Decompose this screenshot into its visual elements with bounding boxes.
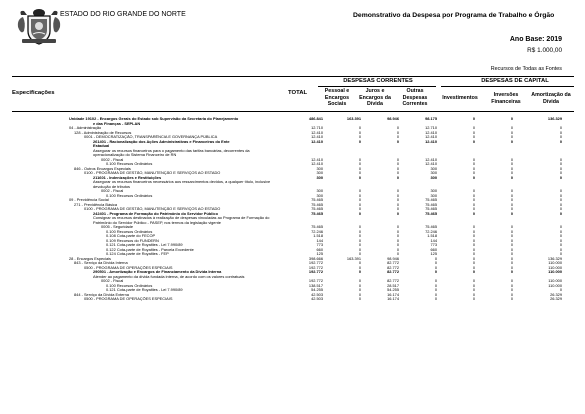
row-value: 0 xyxy=(396,129,399,135)
row-value: 110.000 xyxy=(548,278,562,283)
row-value: 12.410 xyxy=(425,161,437,166)
row-label: 0.100 Recursos Ordinários xyxy=(106,283,153,288)
row-value: 144 xyxy=(430,237,437,243)
row-value: 0 xyxy=(510,242,513,247)
row-value: 0 xyxy=(358,264,361,270)
row-label: 271 - Previdência Básica xyxy=(74,202,118,207)
row-value: 0 xyxy=(472,287,475,292)
row-value: 0 xyxy=(510,228,513,234)
row-value: 300 xyxy=(430,188,437,193)
row-value: 0 xyxy=(510,192,513,198)
row-value: 0 xyxy=(559,138,562,144)
row-value: 82.772 xyxy=(387,260,399,265)
row-value: 0 xyxy=(472,129,475,135)
row-value: 0 xyxy=(472,138,475,144)
row-value: 0 xyxy=(559,206,562,211)
row-value: 0 xyxy=(396,206,399,211)
row-value: 0 xyxy=(510,165,513,171)
row-value: 0 xyxy=(472,201,475,207)
row-value: 0 xyxy=(396,188,399,193)
row-value: 300 xyxy=(430,174,437,180)
row-value: 192.772 xyxy=(308,278,323,283)
row-label: 0001 - DEMOCRATIZAÇÃO, TRANSPARÊNCIA E GOVERNANÇA PÚBLICA xyxy=(84,135,218,139)
row-value: 0 xyxy=(559,228,562,234)
row-value: 136.329 xyxy=(547,116,562,121)
row-label: 0002 - Fiscal xyxy=(101,189,124,193)
row-label: 261401 - Racionalização dos Ações Administrativas e Financeiras do Ente xyxy=(93,139,230,144)
row-value: 0 xyxy=(358,129,361,135)
row-value: 0 xyxy=(510,129,513,135)
row-value: 16.174 xyxy=(387,291,399,297)
row-value: 0 xyxy=(396,174,399,180)
row-label: 0002 - Fiscal xyxy=(101,157,124,162)
row-value: 0 xyxy=(358,161,361,166)
col-pessoal: Pessoal e Encargos Sociais xyxy=(324,88,350,107)
row-value: 0 xyxy=(559,237,562,243)
row-value: 0 xyxy=(472,170,475,175)
row-label: devolução de tributos xyxy=(93,184,130,189)
row-label: 0500 - PROGRAMA DE OPERAÇÕES ESPECIAIS xyxy=(84,265,173,270)
row-value: 0 xyxy=(559,170,562,175)
row-value: 0 xyxy=(559,125,562,130)
row-value: 110.000 xyxy=(548,269,562,274)
row-label: Atender ao pagamento da dívida fundada interna, de acordo com os valores contratuais xyxy=(93,274,245,279)
row-value: 98.946 xyxy=(387,116,399,121)
row-value: 0 xyxy=(559,287,562,292)
row-value: 0 xyxy=(472,291,475,297)
row-value: 0 xyxy=(510,174,513,180)
row-value: 110.000 xyxy=(548,264,562,270)
row-value: 0 xyxy=(396,138,399,144)
row-value: 163.391 xyxy=(346,255,361,261)
col-amortizacao: Amortização da Dívida xyxy=(531,92,571,105)
row-value: 0 xyxy=(510,251,513,256)
row-value: 0 xyxy=(358,269,361,274)
row-value: 0 xyxy=(358,237,361,243)
group-despesas-capital: DESPESAS DE CAPITAL xyxy=(481,78,549,84)
row-label: Estadual xyxy=(93,144,110,148)
row-label: 242401 - Programa de Formação do Patrimônio do Servidor Público xyxy=(93,211,218,216)
row-label: 0005 - Seguridade xyxy=(101,225,134,229)
row-value: 0 xyxy=(396,161,399,166)
row-value: 12.410 xyxy=(311,161,323,166)
row-value: 0 xyxy=(358,251,361,256)
row-value: 0 xyxy=(358,282,361,288)
row-value: 0 xyxy=(472,174,475,180)
row-value: 0 xyxy=(472,264,475,270)
row-value: 0 xyxy=(472,134,475,139)
row-value: 26.329 xyxy=(550,291,562,297)
header-bottom-rule xyxy=(12,111,574,112)
row-value: 0 xyxy=(434,282,437,288)
row-value: 0 xyxy=(510,246,513,252)
row-value: 0 xyxy=(472,255,475,261)
row-value: 12.410 xyxy=(311,134,323,139)
row-value: 110.000 xyxy=(548,260,562,265)
row-value: 0 xyxy=(510,264,513,270)
row-value: 192.772 xyxy=(308,260,323,265)
row-value: 0 xyxy=(472,197,475,202)
row-value: 75.465 xyxy=(311,224,323,229)
especificacoes-header: Especificações xyxy=(12,90,55,96)
row-value: 0 xyxy=(510,237,513,243)
row-value: 136.329 xyxy=(547,255,562,261)
row-value: 773 xyxy=(316,242,323,247)
group-despesas-correntes: DESPESAS CORRENTES xyxy=(343,78,413,84)
row-label: 04 - Administração xyxy=(69,126,102,130)
row-value: 300 xyxy=(430,165,437,171)
report-title: Demonstrativo da Despesa por Programa de Trabalho e Órgão xyxy=(353,12,555,19)
row-label: 28 - Encargos Especiais xyxy=(69,256,111,261)
row-value: 125 xyxy=(430,251,437,256)
row-label: 0.109 Recursos do FUNDERN xyxy=(106,238,159,243)
row-value: 12.410 xyxy=(425,138,437,144)
row-value: 0 xyxy=(472,269,475,274)
row-value: 0 xyxy=(472,206,475,211)
row-value: 0 xyxy=(472,260,475,265)
row-value: 300 xyxy=(430,170,437,175)
row-value: 0 xyxy=(396,228,399,234)
row-label: 0.122 Cota-parte de Royalties - Parcela Excedente xyxy=(106,247,194,252)
row-value: 0 xyxy=(472,192,475,198)
row-value: 72.246 xyxy=(425,228,437,234)
col-outras: Outras Despesas Correntes xyxy=(402,88,428,107)
row-value: 0 xyxy=(396,237,399,243)
row-value: 300 xyxy=(316,188,323,193)
row-value: 0 xyxy=(559,224,562,229)
row-label: 0.124 Cota-parte de Royalties - FEP xyxy=(106,252,169,256)
row-label: Unidade 19102 - Encargos Gerais do Estado sob Supervisão da Secretaria do Planejamento xyxy=(69,117,239,121)
row-value: 75.465 xyxy=(425,206,437,211)
col-inversoes: Inversões Financeiras xyxy=(491,92,521,105)
row-value: 144 xyxy=(316,237,323,243)
row-value: 0 xyxy=(358,210,361,216)
row-value: 0 xyxy=(472,125,475,130)
row-label: 290501 - Amortização e Encargos de Financiamento da Dívida Interna xyxy=(93,270,222,274)
row-value: 0 xyxy=(358,224,361,229)
row-value: 660 xyxy=(316,246,323,252)
row-value: 0 xyxy=(396,170,399,175)
row-value: 0 xyxy=(358,156,361,162)
row-label: Assegurar os recursos financeiros necessários aos ressarcimentos devidos, a qualquer título, inclusive xyxy=(93,180,271,184)
row-value: 0 xyxy=(559,188,562,193)
row-value: 0 xyxy=(358,192,361,198)
row-value: 0 xyxy=(472,296,475,301)
row-label: 09 - Previdência Social xyxy=(69,198,109,202)
col-investimentos: Investimentos xyxy=(442,95,478,101)
row-value: 42.503 xyxy=(311,296,323,301)
row-value: 75.465 xyxy=(311,197,323,202)
row-value: 12.410 xyxy=(425,129,437,135)
row-value: 0 xyxy=(472,210,475,216)
row-value: 0 xyxy=(510,116,513,121)
group-correntes-rule xyxy=(318,86,436,87)
row-label: 844 - Serviço da Dívida Externa xyxy=(74,292,129,297)
row-value: 0 xyxy=(396,251,399,256)
row-value: 0 xyxy=(396,233,399,238)
row-value: 0 xyxy=(472,228,475,234)
row-value: 0 xyxy=(358,296,361,301)
row-value: 0 xyxy=(396,125,399,130)
row-value: 0 xyxy=(510,125,513,130)
row-label: e das Finanças - SEPLAN xyxy=(93,121,141,126)
row-label: 211601 - Indenizações e Restituições xyxy=(93,175,162,180)
row-value: 0 xyxy=(559,251,562,256)
row-value: 0 xyxy=(472,237,475,243)
row-label: 0002 - Fiscal xyxy=(101,279,124,283)
budget-table-body xyxy=(0,117,585,302)
row-label: 846 - Outros Encargos Especiais xyxy=(74,166,131,171)
row-label: Consignar os recursos destinados à realização de despesas vinculadas ao Programa de Formação do xyxy=(93,216,270,220)
row-value: 0 xyxy=(472,233,475,238)
row-value: 1.518 xyxy=(313,233,323,238)
row-value: 0 xyxy=(434,255,437,261)
currency-unit: R$ 1.000,00 xyxy=(527,47,562,54)
row-value: 486.841 xyxy=(308,116,323,121)
row-value: 0 xyxy=(510,134,513,139)
row-label: 843 - Serviço da Dívida Interna xyxy=(74,261,128,265)
row-value: 0 xyxy=(510,188,513,193)
row-value: 82.772 xyxy=(387,278,399,283)
row-value: 82.772 xyxy=(387,264,399,270)
col-juros: Juros e Encargos da Dívida xyxy=(359,88,391,107)
row-label: 0100 - PROGRAMA DE GESTÃO, MANUTENÇÃO E SERVIÇOS AO ESTADO xyxy=(84,171,221,175)
row-value: 75.465 xyxy=(311,210,323,216)
row-value: 0 xyxy=(358,278,361,283)
row-value: 0 xyxy=(510,269,513,274)
row-value: 0 xyxy=(358,201,361,207)
row-value: 75.465 xyxy=(425,224,437,229)
row-value: 300 xyxy=(316,170,323,175)
row-value: 75.465 xyxy=(425,201,437,207)
resource-source-note: Recursos de Todas as Fontes xyxy=(490,66,562,72)
row-value: 0 xyxy=(472,188,475,193)
row-value: 0 xyxy=(510,278,513,283)
row-label: Assegurar os recursos financeiros para o pagamento das tarifas bancárias, decorrentes da xyxy=(93,148,250,153)
row-value: 0 xyxy=(396,156,399,162)
row-value: 0 xyxy=(510,138,513,144)
row-value: 0 xyxy=(559,134,562,139)
row-label: 0.100 Recursos Ordinários xyxy=(106,193,153,198)
row-label: 0.100 Recursos Ordinários xyxy=(106,162,153,166)
row-value: 300 xyxy=(316,174,323,180)
row-value: 110.000 xyxy=(548,282,562,288)
state-crest-icon xyxy=(17,7,61,46)
row-value: 26.329 xyxy=(550,296,562,301)
row-value: 0 xyxy=(358,174,361,180)
row-value: 0 xyxy=(559,242,562,247)
row-value: 42.503 xyxy=(311,291,323,297)
row-value: 75.465 xyxy=(425,210,437,216)
row-label: operacionalização do Sistema Financeiro de RN xyxy=(93,153,177,157)
row-value: 398.666 xyxy=(308,255,323,261)
row-value: 0 xyxy=(559,201,562,207)
row-value: 0 xyxy=(510,156,513,162)
row-value: 12.410 xyxy=(311,138,323,144)
row-value: 0 xyxy=(358,165,361,171)
row-value: 0 xyxy=(472,282,475,288)
row-value: 1.518 xyxy=(427,233,437,238)
row-value: 72.246 xyxy=(311,228,323,234)
row-label: 0100 - PROGRAMA DE GESTÃO, MANUTENÇÃO E SERVIÇOS AO ESTADO xyxy=(84,207,221,211)
row-value: 75.465 xyxy=(311,206,323,211)
row-value: 0 xyxy=(358,188,361,193)
row-value: 0 xyxy=(396,134,399,139)
row-value: 192.772 xyxy=(308,264,323,270)
row-value: 0 xyxy=(358,134,361,139)
total-header: TOTAL xyxy=(288,90,308,96)
row-label: 0500 - PROGRAMA DE OPERAÇÕES ESPECIAIS xyxy=(84,297,173,301)
row-value: 0 xyxy=(510,201,513,207)
row-value: 0 xyxy=(434,296,437,301)
row-value: 0 xyxy=(396,210,399,216)
row-value: 0 xyxy=(434,264,437,270)
row-value: 163.391 xyxy=(346,116,361,121)
row-value: 0 xyxy=(559,161,562,166)
row-value: 54.255 xyxy=(387,287,399,292)
row-value: 0 xyxy=(358,287,361,292)
row-label: 0.108 Cota-parte do FECOP xyxy=(106,234,156,238)
row-label: 0.121 Cota-parte de Royalties - Lei 7.990/89 xyxy=(106,288,183,292)
row-value: 138.517 xyxy=(308,282,323,288)
row-value: 0 xyxy=(472,161,475,166)
row-value: 0 xyxy=(434,269,437,274)
row-value: 0 xyxy=(510,296,513,301)
row-label: 0.100 Recursos Ordinários xyxy=(106,229,153,234)
row-value: 0 xyxy=(434,287,437,292)
row-value: 0 xyxy=(434,260,437,265)
row-value: 0 xyxy=(358,260,361,265)
row-value: 0 xyxy=(358,291,361,297)
row-value: 0 xyxy=(472,116,475,121)
row-value: 0 xyxy=(559,246,562,252)
row-value: 300 xyxy=(316,192,323,198)
row-value: 0 xyxy=(510,224,513,229)
row-value: 660 xyxy=(430,246,437,252)
row-value: 12.410 xyxy=(425,156,437,162)
row-value: 0 xyxy=(510,170,513,175)
row-value: 12.710 xyxy=(311,125,323,130)
row-value: 0 xyxy=(434,278,437,283)
row-value: 0 xyxy=(510,255,513,261)
row-value: 12.710 xyxy=(425,125,437,130)
row-value: 0 xyxy=(510,282,513,288)
row-value: 300 xyxy=(430,192,437,198)
row-value: 0 xyxy=(510,206,513,211)
row-value: 16.174 xyxy=(387,296,399,301)
row-value: 0 xyxy=(358,242,361,247)
row-value: 0 xyxy=(358,170,361,175)
row-value: 0 xyxy=(358,246,361,252)
row-value: 0 xyxy=(358,138,361,144)
row-value: 0 xyxy=(510,260,513,265)
row-value: 0 xyxy=(559,129,562,135)
group-capital-rule xyxy=(441,86,574,87)
state-name: ESTADO DO RIO GRANDE DO NORTE xyxy=(60,11,186,18)
row-value: 28.517 xyxy=(387,282,399,288)
row-value: 0 xyxy=(358,228,361,234)
row-label: Patrimônio do Servidor Público - PASEP, nos termos da legislação vigente xyxy=(93,220,221,225)
row-value: 300 xyxy=(316,165,323,171)
row-value: 0 xyxy=(472,224,475,229)
row-label: 128 - Administração de Recursos xyxy=(74,130,132,135)
row-value: 75.465 xyxy=(311,201,323,207)
row-value: 0 xyxy=(559,174,562,180)
row-value: 0 xyxy=(358,206,361,211)
row-value: 0 xyxy=(559,233,562,238)
row-value: 0 xyxy=(358,233,361,238)
row-value: 0 xyxy=(472,165,475,171)
ano-base: Ano Base: 2019 xyxy=(509,36,562,43)
row-value: 12.410 xyxy=(311,129,323,135)
table-row xyxy=(0,297,585,302)
row-value: 98.175 xyxy=(425,116,437,121)
row-value: 0 xyxy=(472,251,475,256)
row-value: 0 xyxy=(472,242,475,247)
row-value: 82.772 xyxy=(387,269,399,274)
row-value: 192.772 xyxy=(308,269,323,274)
row-value: 0 xyxy=(559,192,562,198)
row-value: 0 xyxy=(510,287,513,292)
row-value: 0 xyxy=(396,201,399,207)
row-value: 0 xyxy=(472,278,475,283)
row-value: 0 xyxy=(510,161,513,166)
row-value: 0 xyxy=(396,246,399,252)
row-value: 0 xyxy=(510,210,513,216)
row-value: 54.255 xyxy=(311,287,323,292)
row-value: 125 xyxy=(316,251,323,256)
row-value: 0 xyxy=(472,156,475,162)
row-value: 0 xyxy=(510,197,513,202)
row-value: 0 xyxy=(396,165,399,171)
row-value: 0 xyxy=(358,125,361,130)
row-value: 0 xyxy=(396,197,399,202)
row-value: 98.946 xyxy=(387,255,399,261)
row-value: 0 xyxy=(559,210,562,216)
row-value: 0 xyxy=(510,233,513,238)
row-value: 0 xyxy=(510,291,513,297)
row-value: 773 xyxy=(430,242,437,247)
row-label: 0.121 Cota-parte de Royalties - Lei 7.990/89 xyxy=(106,243,183,247)
row-value: 0 xyxy=(396,192,399,198)
row-value: 0 xyxy=(559,165,562,171)
row-value: 0 xyxy=(396,224,399,229)
row-value: 75.465 xyxy=(425,197,437,202)
row-value: 0 xyxy=(559,156,562,162)
row-value: 0 xyxy=(358,197,361,202)
header-top-rule xyxy=(12,76,574,77)
row-value: 0 xyxy=(396,242,399,247)
row-value: 12.410 xyxy=(311,156,323,162)
row-value: 0 xyxy=(472,246,475,252)
row-value: 12.410 xyxy=(425,134,437,139)
row-value: 0 xyxy=(434,291,437,297)
row-value: 0 xyxy=(559,197,562,202)
